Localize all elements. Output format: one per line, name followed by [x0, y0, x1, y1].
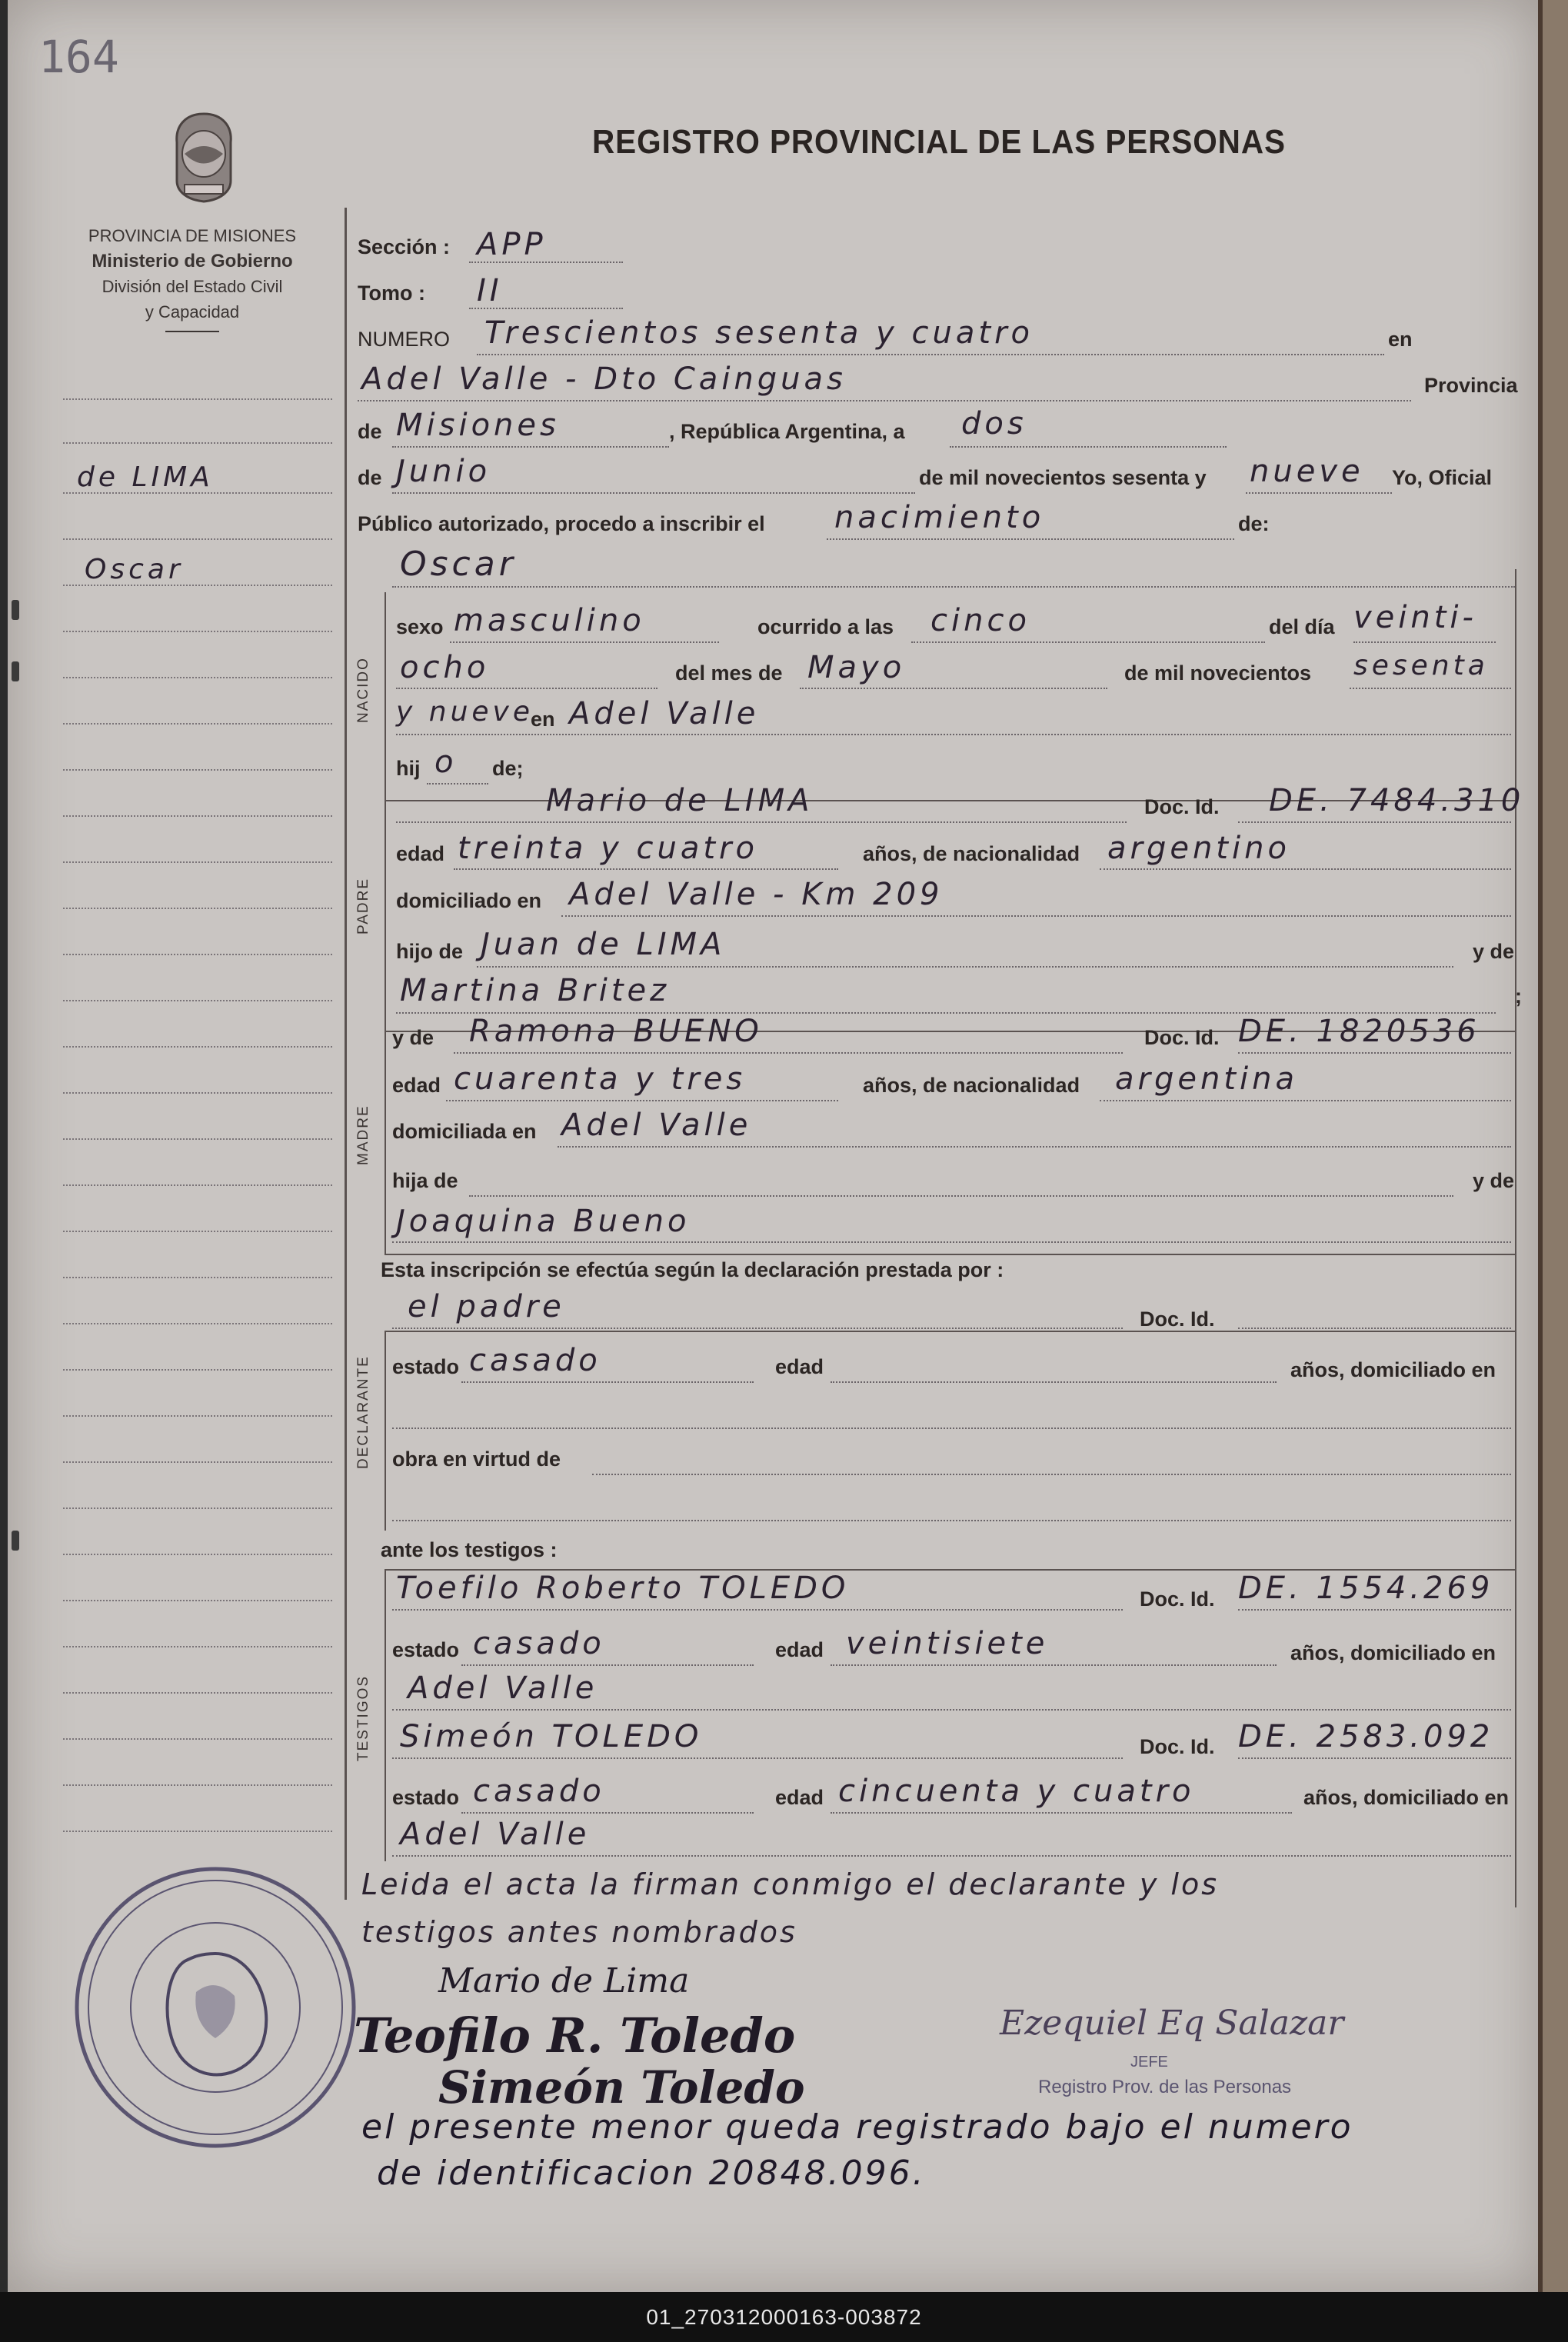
label-de-colon: de:: [1238, 512, 1270, 535]
field-madre-hija-de2: Joaquina Bueno: [396, 1204, 691, 1239]
header-line1: PROVINCIA DE MISIONES: [88, 226, 297, 245]
label-hij: hij: [396, 757, 421, 780]
label-provincia: Provincia: [1424, 374, 1518, 397]
label-padre-hijo-de: hijo de: [396, 940, 463, 963]
signature-official: Ezequiel Eq Salazar: [1000, 2004, 1344, 2043]
label-padre-edad: edad: [396, 842, 445, 865]
book-edge: [1538, 0, 1568, 2292]
header-line4: y Capacidad: [145, 302, 240, 321]
field-mes: Mayo: [807, 650, 906, 685]
label-madre-dom: domiciliada en: [392, 1120, 537, 1143]
field-padre-hijo-de: Juan de LIMA: [481, 927, 726, 962]
field-testigo1-doc: DE. 1554.269: [1238, 1571, 1494, 1606]
label-testigo2-doc: Doc. Id.: [1140, 1735, 1215, 1758]
label-de-mil: de mil novecientos: [1124, 661, 1312, 685]
label-testigo1-edad: edad: [775, 1638, 824, 1661]
field-padre-doc: DE. 7484.310: [1269, 783, 1525, 818]
field-lugar-nac: Adel Valle: [569, 696, 760, 731]
field-madre-edad: cuarenta y tres: [454, 1061, 747, 1097]
note-line1: Leida el acta la firman conmigo el declarante y los: [361, 1867, 1220, 1901]
field-testigo2-edad: cincuenta y cuatro: [838, 1774, 1195, 1809]
label-padre-doc: Doc. Id.: [1144, 795, 1220, 818]
label-testigo1-doc: Doc. Id.: [1140, 1587, 1215, 1611]
label-testigo2-dom: años, domiciliado en: [1303, 1786, 1510, 1809]
field-madre-nombre: Ramona BUENO: [469, 1014, 763, 1049]
field-lugar: Adel Valle - Dto Cainguas: [361, 361, 847, 397]
left-border: [345, 208, 347, 1900]
field-padre-dom: Adel Valle - Km 209: [569, 877, 944, 912]
label-testigo2-edad: edad: [775, 1786, 824, 1809]
label-ocurrido: ocurrido a las: [757, 615, 894, 638]
label-madre-nac: años, de nacionalidad: [863, 1074, 1080, 1097]
field-testigo2-estado: casado: [473, 1774, 605, 1809]
signature-witness1: Teofilo R. Toledo: [354, 2007, 796, 2064]
signature-father: Mario de Lima: [438, 1961, 690, 2001]
document-title: REGISTRO PROVINCIAL DE LAS PERSONAS: [592, 123, 1286, 161]
label-padre-dom: domiciliado en: [396, 889, 542, 912]
label-tomo: Tomo :: [358, 282, 425, 305]
issuer-header: [38, 223, 346, 332]
label-de: de: [358, 420, 382, 443]
label-declaracion: Esta inscripción se efectúa según la declaración prestada por :: [381, 1258, 1004, 1281]
label-sexo: sexo: [396, 615, 444, 638]
margin-surname: de LIMA: [77, 461, 214, 493]
field-madre-nac: argentina: [1115, 1061, 1298, 1097]
label-madre-y-de2: y de: [1473, 1169, 1515, 1192]
label-madre-hija-de: hija de: [392, 1169, 458, 1192]
field-anio-inscripcion: nueve: [1250, 454, 1364, 489]
field-dia-inscripcion: dos: [961, 406, 1027, 441]
side-label-declarante: DECLARANTE: [355, 1355, 371, 1469]
field-padre-edad: treinta y cuatro: [458, 831, 758, 866]
field-declarante-estado: casado: [469, 1343, 601, 1378]
label-testigo1-estado: estado: [392, 1638, 460, 1661]
field-testigo1-estado: casado: [473, 1626, 605, 1661]
field-testigo1-edad: veintisiete: [846, 1626, 1049, 1661]
label-testigo2-estado: estado: [392, 1786, 460, 1809]
label-padre-y-de: y de: [1473, 940, 1515, 963]
field-madre-dom: Adel Valle: [561, 1108, 752, 1143]
field-acto: nacimiento: [834, 500, 1045, 535]
field-anio: sesenta: [1353, 650, 1489, 681]
official-stamp-title: JEFE: [1130, 2054, 1168, 2070]
label-madre-y-de: y de: [392, 1026, 434, 1049]
field-nombre: Oscar: [400, 545, 517, 584]
note-line4: de identificacion 20848.096.: [377, 2154, 926, 2193]
label-de-semi: de;: [492, 757, 524, 780]
note-line2: testigos antes nombrados: [361, 1915, 797, 1949]
label-testigo1-dom: años, domiciliado en: [1290, 1641, 1496, 1664]
label-en: en: [1388, 328, 1413, 351]
label-testigos: ante los testigos :: [381, 1538, 558, 1561]
field-testigo2-dom: Adel Valle: [400, 1817, 591, 1852]
label-yo-oficial: Yo, Oficial: [1392, 466, 1493, 489]
header-line3: División del Estado Civil: [102, 277, 283, 296]
label-madre-doc: Doc. Id.: [1144, 1026, 1220, 1049]
field-padre-nac: argentino: [1107, 831, 1290, 866]
label-padre-nac: años, de nacionalidad: [863, 842, 1080, 865]
label-seccion: Sección :: [358, 235, 451, 258]
label-del-mes: del mes de: [675, 661, 783, 685]
field-declarante: el padre: [408, 1289, 565, 1324]
label-declarante-doc: Doc. Id.: [1140, 1308, 1215, 1331]
official-stamp-office: Registro Prov. de las Personas: [1038, 2077, 1292, 2097]
page-number: 164: [38, 31, 119, 83]
right-border: [1515, 569, 1516, 1907]
scan-id-footer: 01_270312000163-003872: [0, 2292, 1568, 2342]
side-label-testigos: TESTIGOS: [355, 1674, 371, 1761]
header-line2: Ministerio de Gobierno: [92, 251, 293, 272]
field-mes-inscripcion: Junio: [396, 454, 491, 489]
field-testigo1-nombre: Toefilo Roberto TOLEDO: [396, 1571, 850, 1606]
field-padre-nombre: Mario de LIMA: [546, 783, 814, 818]
label-mil-sesenta: de mil novecientos sesenta y: [919, 466, 1207, 489]
official-round-stamp: [69, 1861, 361, 2154]
field-dia: veinti-: [1353, 600, 1477, 635]
field-padre-hijo-de2: Martina Britez: [400, 973, 671, 1008]
field-hij-suffix: o: [434, 745, 458, 780]
label-declarante-edad: edad: [775, 1355, 824, 1378]
margin-given-name: Oscar: [85, 554, 184, 585]
field-testigo2-doc: DE. 2583.092: [1238, 1719, 1494, 1754]
label-madre-edad: edad: [392, 1074, 441, 1097]
note-line3: el presente menor queda registrado bajo el numero: [361, 2107, 1353, 2147]
field-dia2: ocho: [400, 650, 490, 685]
field-madre-doc: DE. 1820536: [1238, 1014, 1480, 1049]
label-publico: Público autorizado, procedo a inscribir el: [358, 512, 765, 535]
field-testigo1-dom: Adel Valle: [408, 1671, 598, 1706]
side-label-padre: PADRE: [355, 877, 371, 934]
label-declarante-estado: estado: [392, 1355, 460, 1378]
side-label-madre: MADRE: [355, 1104, 371, 1165]
label-del-dia: del día: [1269, 615, 1335, 638]
coat-of-arms-emblem: [154, 108, 254, 208]
field-sexo: masculino: [454, 603, 645, 638]
label-en-nac: en: [531, 708, 555, 731]
field-tomo: II: [477, 273, 503, 308]
label-obra: obra en virtud de: [392, 1448, 561, 1471]
field-anio2: y nueve: [396, 696, 534, 728]
field-seccion: APP: [477, 227, 547, 262]
label-numero: NUMERO: [358, 328, 450, 351]
field-hora: cinco: [930, 603, 1030, 638]
side-label-nacido: NACIDO: [355, 657, 371, 723]
label-de2: de: [358, 466, 382, 489]
field-provincia: Misiones: [396, 408, 560, 443]
signature-witness2: Simeón Toledo: [438, 2061, 805, 2114]
label-declarante-dom: años, domiciliado en: [1290, 1358, 1496, 1381]
document-page: [8, 0, 1538, 2292]
field-testigo2-nombre: Simeón TOLEDO: [400, 1719, 703, 1754]
field-numero: Trescientos sesenta y cuatro: [484, 315, 1034, 351]
label-republica: , República Argentina, a: [669, 420, 905, 443]
label-semicolon: ;: [1515, 984, 1522, 1008]
